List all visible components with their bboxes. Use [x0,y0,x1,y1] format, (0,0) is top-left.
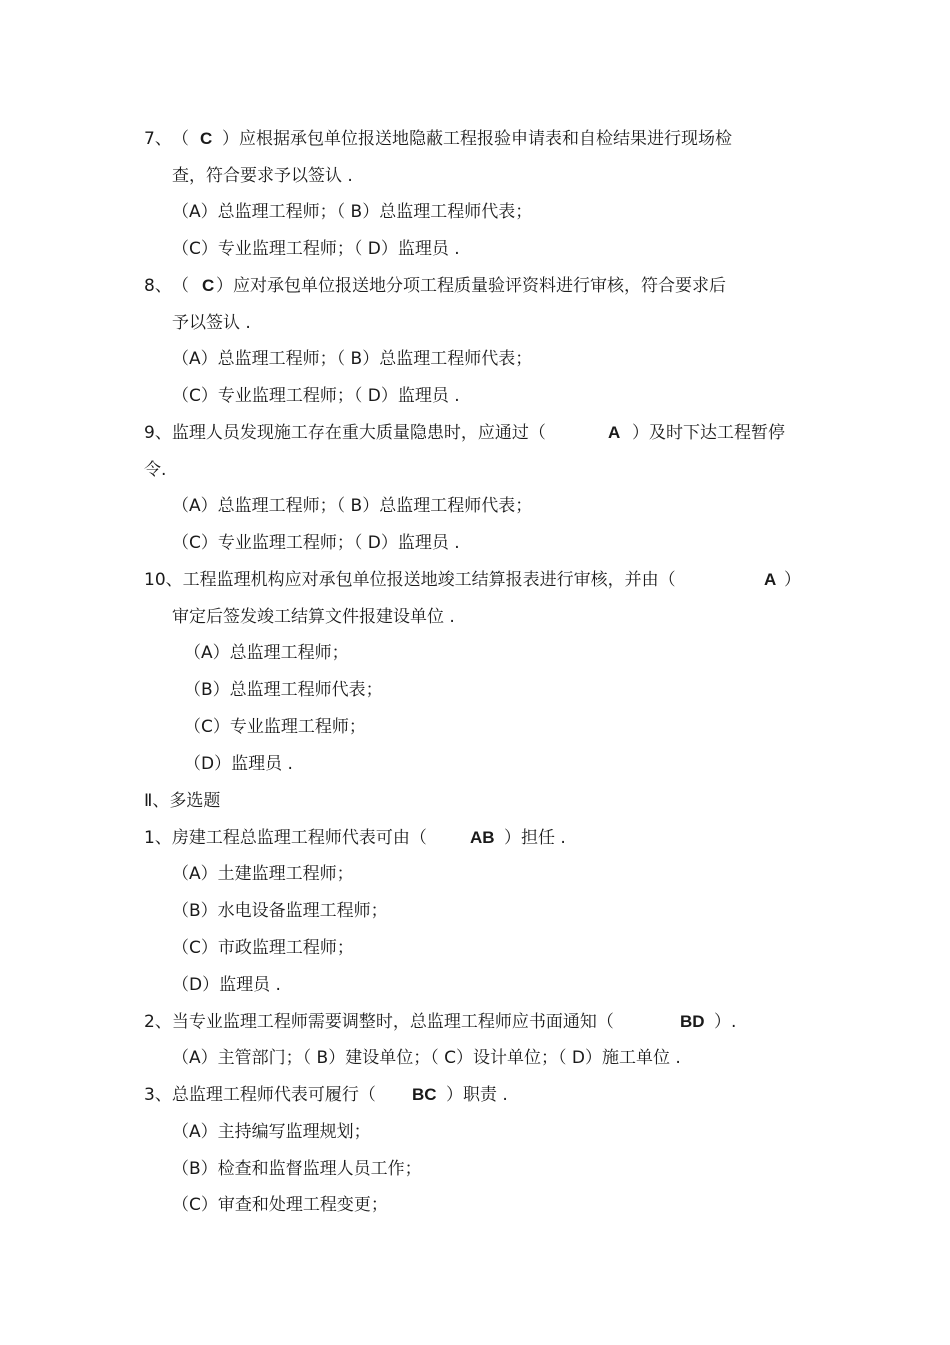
q7-answer: C [200,129,213,148]
q8-number: 8、 [144,276,172,296]
q10-option-d: （D）监理员 . [184,754,293,774]
m2-stem-after: ）. [714,1012,737,1032]
q10-stem-cont: 审定后签发竣工结算文件报建设单位 . [172,607,455,627]
m1-stem-after: ）担任 . [504,828,566,848]
m1-stem: 1、房建工程总监理工程师代表可由（ [144,828,427,848]
q7-stem-cont: 查，符合要求予以签认 . [172,166,353,186]
q7-options-cd: （C）专业监理工程师；（ D）监理员 . [172,239,460,259]
q9-options-cd: （C）专业监理工程师；（ D）监理员 . [172,533,460,553]
q10-close-paren: ） [784,570,801,590]
m2-options: （A）主管部门；（ B）建设单位；（ C）设计单位；（ D）施工单位 . [172,1048,681,1068]
q8-options-ab: （A）总监理工程师；（ B）总监理工程师代表； [172,349,533,369]
m1-answer: AB [470,828,495,847]
q7-stem: ）应根据承包单位报送地隐蔽工程报验申请表和自检结果进行现场检 [222,129,732,149]
m3-answer: BC [412,1085,437,1104]
q10-option-b: （B）总监理工程师代表； [184,680,383,700]
m1-option-a: （A）土建监理工程师； [172,864,354,884]
m3-stem: 3、总监理工程师代表可履行（ [144,1085,376,1105]
m2-stem: 2、当专业监理工程师需要调整时，总监理工程师应书面通知（ [144,1012,614,1032]
m1-option-b: （B）水电设备监理工程师； [172,901,388,921]
q7-number: 7、 [144,129,172,149]
q10-stem: 10、工程监理机构应对承包单位报送地竣工结算报表进行审核，并由（ [144,570,676,590]
q8-stem: ）应对承包单位报送地分项工程质量验评资料进行审核，符合要求后 [216,276,726,296]
q7-options-ab: （A）总监理工程师；（ B）总监理工程师代表； [172,202,533,222]
q8-stem-cont: 予以签认 . [172,313,251,333]
q8-answer: C [202,276,215,295]
q10-option-a: （A）总监理工程师； [184,643,349,663]
m3-option-b: （B）检查和监督监理人员工作； [172,1159,422,1179]
q9-stem-cont: 令. [144,460,167,480]
m3-option-c: （C）审查和处理工程变更； [172,1195,388,1215]
q10-answer: A [764,570,777,589]
section-title-multiple-choice: Ⅱ、多选题 [144,791,221,811]
q9-options-ab: （A）总监理工程师；（ B）总监理工程师代表； [172,496,533,516]
q9-answer: A [608,423,621,442]
m1-option-c: （C）市政监理工程师； [172,938,354,958]
m3-option-a: （A）主持编写监理规划； [172,1122,371,1142]
m3-stem-after: ）职责 . [446,1085,508,1105]
m2-answer: BD [680,1012,705,1031]
q9-stem-after: ）及时下达工程暂停 [632,423,785,443]
q10-option-c: （C）专业监理工程师； [184,717,366,737]
q8-open-paren: （ [172,276,189,296]
q7-open-paren: （ [172,129,189,149]
q8-options-cd: （C）专业监理工程师；（ D）监理员 . [172,386,460,406]
q9-stem: 9、监理人员发现施工存在重大质量隐患时，应通过（ [144,423,546,443]
m1-option-d: （D）监理员 . [172,975,281,995]
